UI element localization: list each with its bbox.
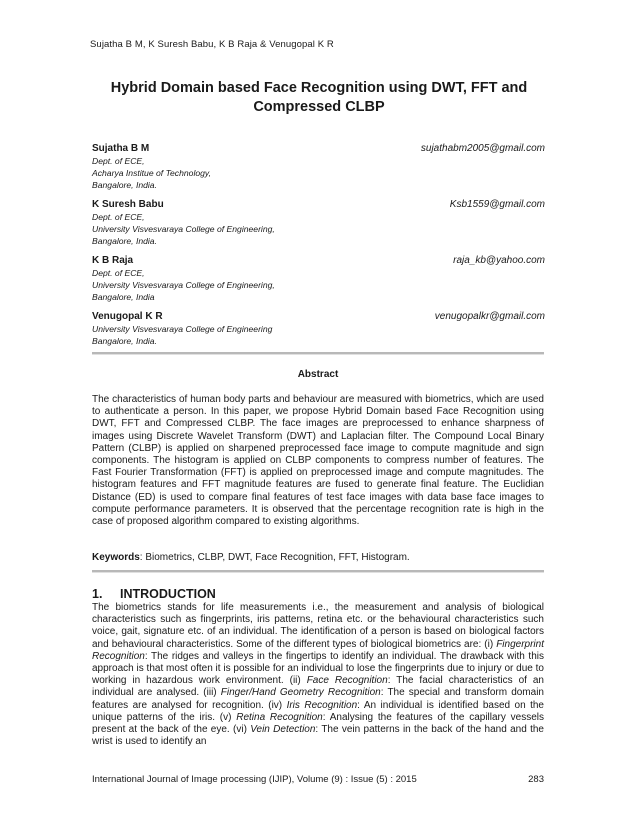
divider: [92, 570, 544, 573]
author-affiliation: Bangalore, India: [92, 292, 155, 302]
author-affiliation: University Visvesvaraya College of Engineering: [92, 324, 273, 334]
author-affiliation: Dept. of ECE,: [92, 212, 145, 222]
author-affiliation: Dept. of ECE,: [92, 268, 145, 278]
author-name: Venugopal K R: [92, 311, 163, 322]
author-email: venugopalkr@gmail.com: [434, 311, 545, 322]
section-heading: [92, 587, 216, 601]
intro-text: : The ridges and valleys in the fingertips to identify an individual. The drawback with this approach is that most often it is possible for an individual to lose the fingerprints due to injury or due to working in hazardous work environment. (ii): [92, 650, 544, 687]
divider: [92, 352, 544, 355]
author-email: Ksb1559@gmail.com: [449, 199, 545, 210]
intro-term: Face Recognition: [306, 675, 388, 687]
author-block: [92, 143, 545, 191]
page-footer: [92, 774, 544, 785]
intro-text: : The special and transform domain features are analysed for recognition. (iv): [92, 687, 544, 711]
keywords-label: Keywords: [92, 552, 140, 563]
running-head: Sujatha B M, K Suresh Babu, K B Raja & Venugopal K R: [90, 39, 334, 50]
author-affiliation: University Visvesvaraya College of Engineering,: [92, 280, 275, 290]
author-email: raja_kb@yahoo.com: [453, 255, 545, 266]
author-affiliation: Bangalore, India.: [92, 336, 157, 346]
abstract-body: The characteristics of human body parts and behaviour are measured with biometrics, which are used to authenticate a person. In this paper, we propose Hybrid Domain based Face Recognition using DWT, FFT and Compressed CLBP. The face images are preprocessed to enhance sharpness of images using Discrete Wavelet Transform (DWT) and Laplacian filter. The Compound Local Binary Pattern (CLBP) is applied on sharpened preprocessed face image to compute magnitude and sign components. The histogram is applied on CLBP components to compress number of features. The Fast Fourier Transformation (FFT) is applied on preprocessed image and compute magnitudes. The histogram features and FFT magnitude features are fused to generate final feature. The Euclidian Distance (ED) is used to compare final features of test face images with data base face images to compute performance parameters. It is observed that the percentage recognition rate is high in the case of proposed algorithm compared to existing algorithms.: [92, 394, 544, 528]
author-affiliation: Acharya Institue of Technology,: [92, 168, 211, 178]
title-line-2: Compressed CLBP: [253, 99, 385, 115]
section-title: INTRODUCTION: [120, 587, 216, 601]
author-name: K B Raja: [92, 255, 134, 266]
intro-text: : An individual is identified based on the unique patterns of the iris. (v): [92, 699, 544, 723]
intro-text: : Analysing the features of the capillary vessels present at the back of the eye. (vi): [92, 711, 544, 736]
keywords-text: : Biometrics, CLBP, DWT, Face Recognition, FFT, Histogram.: [139, 552, 410, 563]
intro-term: Iris Recognition: [286, 699, 358, 711]
intro-text: The biometrics stands for life measurements i.e., the measurement and analysis of biological characteristics such as fingerprints, iris patterns, retina etc. or the behavioural characteristics such voice, gait, signature etc. of an individual. The identification of a person is based on biological factors and behavioural characteristics. Some of the different types of biological biometrics are: (i): [92, 602, 544, 650]
intro-term: Fingerprint Recognition: [92, 638, 544, 662]
intro-term: Retina Recognition: [236, 711, 323, 723]
intro-text: : The facial characteristics of an individual are analysed. (iii): [92, 675, 544, 699]
footer-journal: International Journal of Image processing (IJIP), Volume (9) : Issue (5) : 2015: [92, 774, 417, 785]
author-block: [92, 199, 545, 247]
author-affiliation: University Visvesvaraya College of Engineering,: [92, 224, 275, 234]
author-block: [92, 255, 545, 303]
title-line-1: Hybrid Domain based Face Recognition using DWT, FFT and: [110, 80, 528, 96]
author-block: [92, 311, 545, 347]
author-affiliation: Dept. of ECE,: [92, 156, 145, 166]
paper-title: [60, 79, 578, 117]
introduction-body: [92, 602, 544, 748]
author-affiliation: Bangalore, India.: [92, 180, 157, 190]
author-affiliation: Bangalore, India.: [92, 236, 157, 246]
intro-text: : The vein patterns in the back of the hand and the wrist is used to identify an: [92, 724, 544, 748]
abstract-heading: Abstract: [297, 369, 339, 380]
keywords-line: [92, 552, 544, 564]
intro-term: Finger/Hand Geometry Recognition: [220, 687, 381, 699]
page-number: 283: [528, 774, 544, 785]
author-name: Sujatha B M: [92, 143, 150, 154]
section-number: 1.: [92, 587, 103, 601]
author-name: K Suresh Babu: [92, 199, 164, 210]
intro-term: Vein Detection: [250, 724, 316, 736]
author-email: sujathabm2005@gmail.com: [420, 143, 545, 154]
